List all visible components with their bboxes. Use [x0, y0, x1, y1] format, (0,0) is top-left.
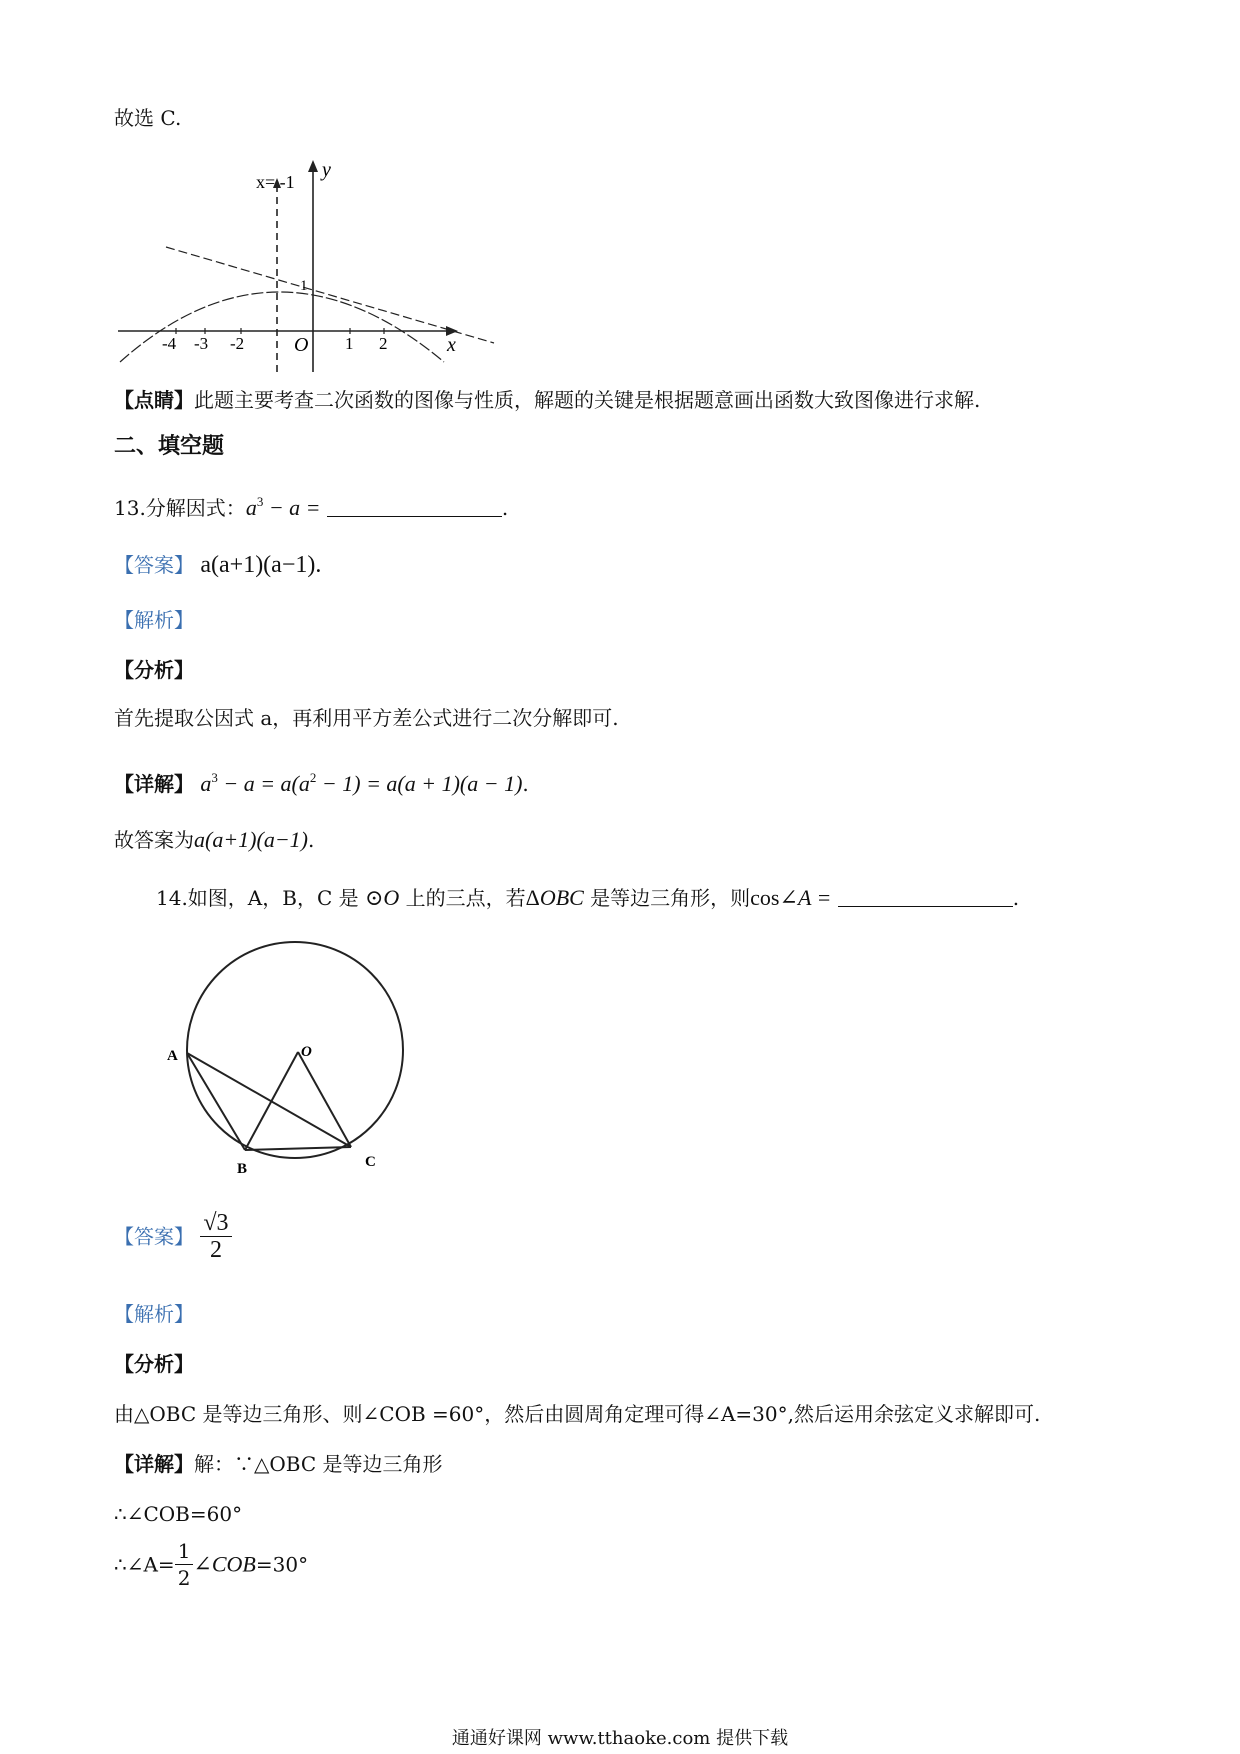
answer-tag: 【答案】: [114, 553, 194, 577]
answer-blank: [327, 498, 502, 517]
comment-tag: 【点睛】: [114, 388, 194, 412]
half-fraction: [175, 1538, 194, 1591]
question-13-detail: 【详解】 $a^3 - a = a(a^2 - 1) = a(a + 1)(a - 1)$.: [114, 770, 529, 796]
detail-tag: 【详解】: [114, 772, 194, 796]
question-14-mid2: 是等边三角形，则: [590, 886, 751, 910]
cos-a-expression: cos∠A =: [750, 885, 832, 910]
graph-origin-label: O: [294, 334, 309, 356]
conclusion-expression: a(a+1)(a−1): [194, 827, 308, 852]
graph-tick-label: 1: [345, 334, 354, 353]
point-c-label: C: [365, 1154, 376, 1170]
answer-denominator: 2: [209, 1237, 222, 1263]
triangle-obc-symbol: ΔOBC: [525, 885, 584, 910]
graph-tick-label: -4: [162, 334, 177, 353]
answer-tag: 【答案】: [114, 1224, 194, 1249]
analysis-tag: 【解析】: [114, 608, 194, 632]
question-13-text: 13.分解因式：: [114, 496, 246, 520]
fenxi-text: 由△OBC 是等边三角形、则∠COB =60°，然后由圆周角定理可得∠A=30°,然后运用余弦定义求解即可.: [114, 1402, 1041, 1426]
question-14-detail: [114, 1450, 443, 1478]
circle-o-symbol: ⊙O: [364, 885, 400, 910]
analysis-tag: 【解析】: [114, 1302, 194, 1326]
question-13-answer: [114, 551, 321, 579]
graph-asymptote-label: x= -1: [256, 172, 295, 192]
fenxi-tag: 【分析】: [114, 658, 194, 682]
step-two-prefix: ∴∠A=: [114, 1552, 175, 1577]
circle-figure: [160, 935, 420, 1175]
step-two-suffix: =30°: [255, 1552, 309, 1577]
graph-x-axis-label: x: [447, 334, 456, 356]
question-14-mid1: 上的三点，若: [405, 886, 526, 910]
answer-fraction: [200, 1210, 231, 1263]
answer-blank: [838, 888, 1013, 907]
question-14-stem: [156, 884, 1019, 912]
conclusion-suffix: .: [308, 828, 315, 852]
point-a-label: A: [167, 1048, 178, 1064]
question-13-conclusion: [114, 826, 314, 854]
answer-value: a(a+1)(a−1).: [200, 552, 322, 578]
function-graph: [110, 150, 510, 380]
step-two: [114, 1538, 308, 1591]
graph-y-intercept-label: 1: [300, 278, 308, 294]
page-footer: 通通好课网 www.tthaoke.com 提供下载: [451, 1728, 789, 1749]
question-14-answer: [114, 1210, 232, 1263]
question-13-expression: $a^3 - a$ =: [245, 494, 321, 520]
answer-numerator: √3: [200, 1210, 231, 1237]
half-denominator: 2: [177, 1566, 191, 1590]
comment-text: 此题主要考查二次函数的图像与性质，解题的关键是根据题意画出函数大致图像进行求解.: [194, 388, 981, 412]
question-13-stem: 13.分解因式：$a^3 - a$ = .: [114, 494, 509, 520]
fenxi-text: 首先提取公因式 a，再利用平方差公式进行二次分解即可.: [114, 706, 619, 730]
graph-tick-label: 2: [379, 334, 388, 353]
detail-text: 解：∵△OBC 是等边三角形: [194, 1452, 443, 1476]
question-14-prefix: 14.如图，A，B，C 是: [156, 886, 359, 910]
graph-tick-label: -2: [230, 334, 245, 353]
question-14-end: .: [1012, 886, 1020, 910]
graph-y-axis-label: y: [322, 159, 331, 181]
step-two-angle: ∠COB: [193, 1551, 256, 1577]
graph-tick-label: -3: [194, 334, 209, 353]
section-title: 二、填空题: [114, 433, 225, 459]
half-numerator: 1: [175, 1538, 194, 1565]
detail-expression: $a^3 - a = a(a^2 - 1) = a(a + 1)(a - 1)$: [200, 770, 523, 796]
fenxi-tag: 【分析】: [114, 1352, 194, 1376]
point-o-label: O: [301, 1044, 312, 1060]
step-one: ∴∠COB=60°: [114, 1502, 243, 1526]
previous-conclusion: 故选 C.: [114, 106, 182, 130]
comment-note: [114, 386, 980, 414]
point-b-label: B: [237, 1161, 248, 1177]
detail-tag: 【详解】: [114, 1452, 194, 1476]
conclusion-prefix: 故答案为: [114, 828, 194, 852]
